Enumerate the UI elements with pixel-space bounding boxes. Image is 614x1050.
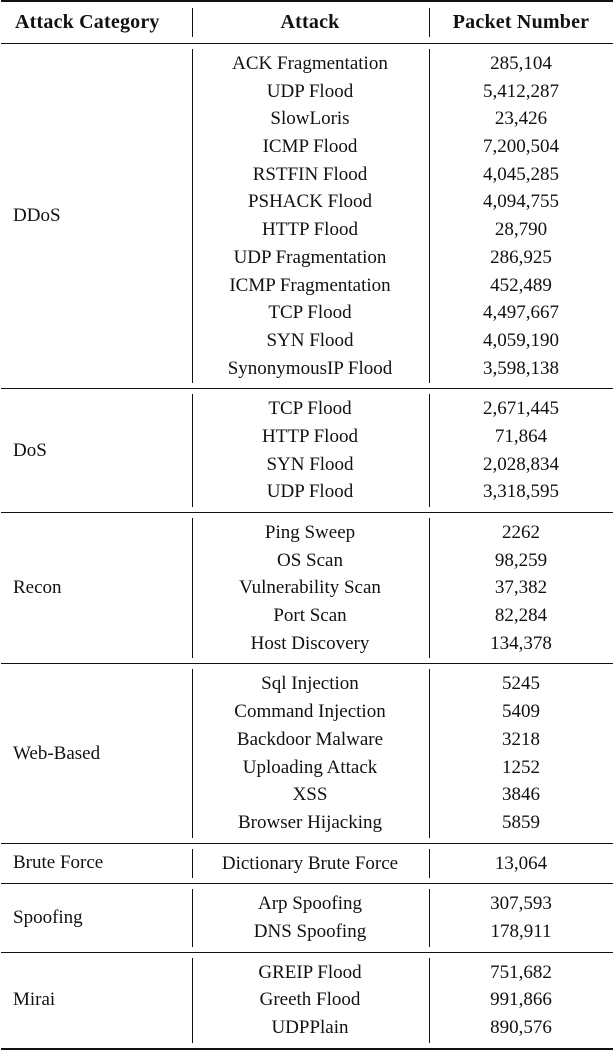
category-label: DoS [13,439,47,461]
packet-count-cell: 307,593 [490,893,552,915]
packet-column [429,395,613,506]
packet-count-cell: 1252 [502,756,540,778]
column-divider [192,518,193,658]
attack-name-cell: DNS Spoofing [253,920,367,942]
column-divider [429,958,430,1043]
column-divider [192,8,193,37]
packet-count-cell: 5859 [502,811,540,833]
attack-column [191,670,429,836]
attack-name-cell: SYN Flood [266,329,354,351]
category-label: Recon [13,577,62,599]
packet-count-cell: 751,682 [490,961,552,983]
packet-count-cell: 3846 [502,784,540,806]
category-group [1,44,613,388]
category-group [1,389,613,512]
packet-count-cell: 286,925 [490,246,552,268]
attack-name-cell: SYN Flood [266,453,354,475]
column-divider [192,49,193,383]
attack-name-cell: SlowLoris [270,108,350,130]
packet-column [429,519,613,657]
attack-name-cell: UDPPlain [271,1017,349,1038]
packet-column [429,959,613,1042]
column-divider [429,889,430,946]
attack-name-cell: XSS [292,784,328,806]
packet-count-cell: 82,284 [494,605,548,627]
packet-count-cell: 285,104 [490,53,552,74]
attack-name-cell: Vulnerability Scan [239,577,381,599]
column-divider [429,669,430,837]
packet-count-cell: 2262 [502,522,540,543]
packet-column [429,890,613,945]
packet-count-cell: 98,259 [494,549,548,571]
packet-count-cell: 2,028,834 [483,453,559,475]
packet-count-cell: 7,200,504 [483,136,559,158]
attack-name-cell: Uploading Attack [242,756,378,778]
packet-column [429,50,613,382]
attack-name-cell: PSHACK Flood [247,191,373,213]
attack-column [191,395,429,506]
attack-name-cell: HTTP Flood [262,219,358,241]
attack-name-cell: UDP Flood [266,481,354,503]
attack-column [191,850,429,878]
table-header [1,2,613,43]
attack-name-cell: Greeth Flood [259,989,361,1011]
attack-name-cell: TCP Flood [268,302,352,324]
packet-count-cell: 4,094,755 [483,191,559,213]
attack-name-cell: Browser Hijacking [237,811,383,833]
category-group [1,664,613,842]
attack-name-cell: Dictionary Brute Force [221,852,399,874]
packet-count-cell: 5409 [502,701,540,723]
category-label: DDoS [13,205,61,227]
column-divider [429,8,430,37]
packet-count-cell: 71,864 [494,425,548,447]
header-packet-number: Packet Number [452,11,590,33]
attack-column [191,959,429,1042]
packet-count-cell: 4,059,190 [483,329,559,351]
category-label: Mirai [13,989,56,1011]
attack-name-cell: SynonymousIP Flood [227,357,393,379]
packet-count-cell: 37,382 [494,577,548,599]
category-group [1,513,613,663]
category-group [1,844,613,884]
packet-count-cell: 2,671,445 [483,398,559,420]
packet-column [429,670,613,836]
packet-column [429,850,613,878]
column-divider [429,394,430,507]
attack-name-cell: Sql Injection [261,673,359,695]
attack-name-cell: TCP Flood [268,398,352,420]
attack-name-cell: Arp Spoofing [258,893,362,915]
attack-name-cell: RSTFIN Flood [252,163,368,185]
attack-name-cell: HTTP Flood [262,425,358,447]
packet-count-cell: 5245 [502,673,540,695]
attack-name-cell: Port Scan [273,605,347,627]
packet-count-cell: 452,489 [490,274,552,296]
attack-name-cell: GREIP Flood [258,961,362,983]
attack-name-cell: ICMP Flood [262,136,358,158]
attack-name-cell: Ping Sweep [264,522,356,543]
column-divider [192,889,193,946]
attack-name-cell: ACK Fragmentation [232,53,388,74]
attack-name-cell: Backdoor Malware [236,728,384,750]
category-group [1,884,613,951]
bottom-rule [1,1048,613,1050]
category-label: Spoofing [13,906,83,928]
packet-count-cell: 134,378 [490,632,552,654]
attack-packet-table [1,0,613,1050]
header-attack: Attack [280,11,340,33]
packet-count-cell: 890,576 [490,1017,552,1038]
attack-name-cell: UDP Fragmentation [233,246,387,268]
table-body [1,44,613,1050]
column-divider [429,49,430,383]
attack-name-cell: Host Discovery [250,632,370,654]
category-group [1,953,613,1048]
attack-column [191,890,429,945]
column-divider [429,849,430,879]
category-label: Web-Based [13,742,101,764]
attack-column [191,50,429,382]
attack-name-cell: ICMP Fragmentation [229,274,391,296]
column-divider [192,394,193,507]
header-attack-category: Attack Category [15,11,160,33]
packet-count-cell: 28,790 [494,219,548,241]
packet-count-cell: 3,598,138 [483,357,559,379]
column-divider [192,669,193,837]
column-divider [192,849,193,879]
category-label: Brute Force [13,852,104,874]
packet-count-cell: 178,911 [490,920,552,942]
column-divider [192,958,193,1043]
attack-name-cell: Command Injection [234,701,386,723]
packet-count-cell: 991,866 [490,989,552,1011]
column-divider [429,518,430,658]
packet-count-cell: 5,412,287 [483,80,559,102]
packet-count-cell: 23,426 [494,108,548,130]
attack-name-cell: OS Scan [277,549,343,571]
packet-count-cell: 4,045,285 [483,163,559,185]
packet-count-cell: 4,497,667 [483,302,559,324]
packet-count-cell: 13,064 [494,852,548,874]
packet-count-cell: 3,318,595 [483,481,559,503]
attack-column [191,519,429,657]
packet-count-cell: 3218 [502,728,540,750]
attack-name-cell: UDP Flood [266,80,354,102]
